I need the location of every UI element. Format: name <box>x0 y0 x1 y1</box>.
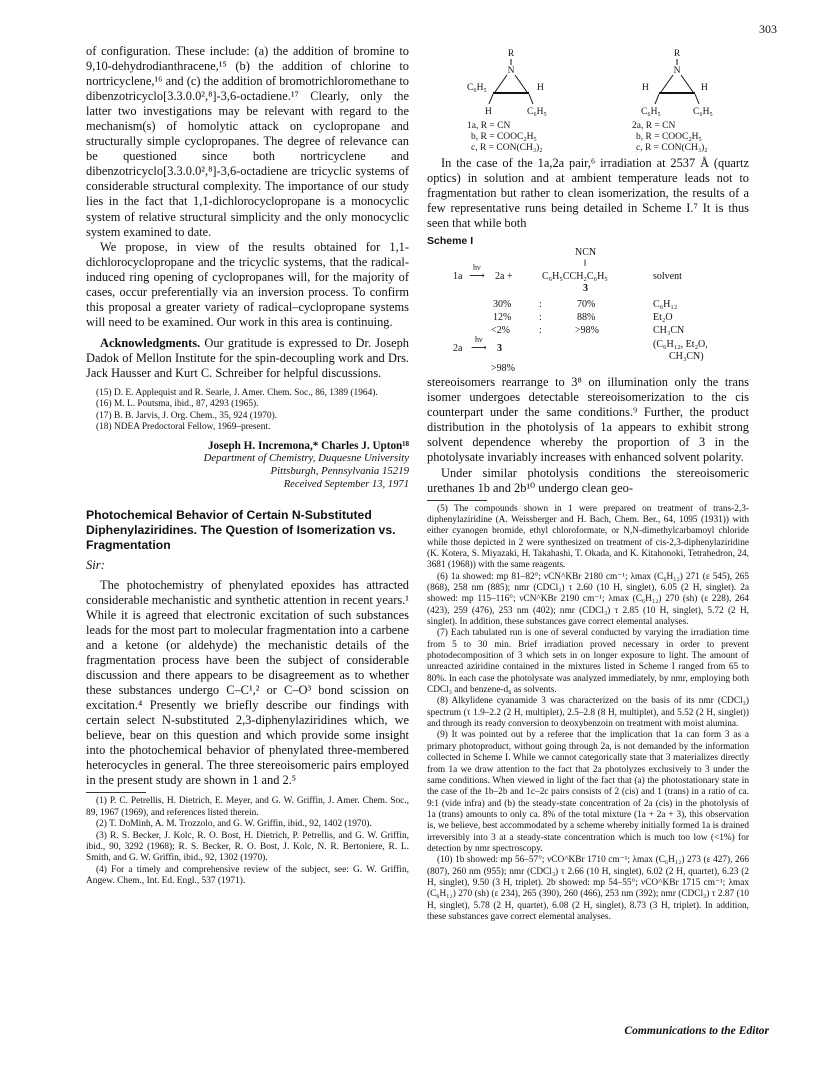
double-bond-mark: ‖ <box>584 258 587 269</box>
scheme-product: C₆H₅CCH₂C₆H₅ <box>542 271 608 283</box>
article-title: Photochemical Behavior of Certain N-Substituted Diphenylaziridines. The Question of Isomerization vs. Fragmentation <box>86 507 396 552</box>
hv-label: hν <box>475 335 483 345</box>
footnote-rule <box>427 500 487 501</box>
reaction-arrow-icon: ⟶ <box>469 270 485 283</box>
footnote: (8) Alkylidene cyanamide 3 was characterized on the basis of its nmr (CDCl₃) spectrum (τ 1.9–2.2 (2 H, multiplet), 2.5–2.8 (8 H, multiplet), and 5.52 (2 H, singlet)) and through its ready conversion to deoxybenzoin on treatment with moist alumina. <box>427 696 749 730</box>
paragraph: The photochemistry of phenylated epoxides has attracted considerable mechanistic and synthetic attention in recent years.¹ While it is agreed that electronic excitation of such substances leads for the most part to molecular fragmentation into a carbene and a ketone (or aldehyde) the mechanistic details of the fragmentation process have been the subject of considerable discussion and there appears to be disagreement as to whether these substances undergo C–C¹,² or C–O³ bond scission on excitation.⁴ Presently we briefly describe our findings with certain select N-substituted 2,3-diphenylaziridines which, we believe, bear on this question and which provide some insight into the photochemical behavior of phenylated three-membered heterocycles in general. The three stereoisomeric pairs employed in the present study are shown in 1 and 2.⁵ <box>86 577 409 788</box>
received-date: Received September 13, 1971 <box>283 478 409 490</box>
ratio-colon: : <box>539 325 542 337</box>
yield-3: >98% <box>575 325 599 337</box>
paragraph: Under similar photolysis conditions the stereoisomeric urethanes 1b and 2b¹⁰ undergo clean geo- <box>427 465 749 495</box>
struct2-ur: H <box>701 83 708 93</box>
acknowledgments <box>86 336 409 381</box>
solvent: CH₃CN) <box>669 351 704 363</box>
yield-2a: <2% <box>491 325 510 337</box>
struct2-r: R <box>673 49 681 59</box>
struct1-ul: C₆H₅ <box>467 83 487 93</box>
affiliation-line: Department of Chemistry, Duquesne University <box>203 451 409 464</box>
struct1-ur: H <box>537 83 544 93</box>
solvent: CH₃CN <box>653 325 685 337</box>
footnote: (6) 1a showed: mp 81–82°; νCN^KBr 2180 cm⁻¹; λmax (C₆H₁₂) 271 (ε 545), 265 (868), 258 nm (885); nmr (CDCl₃) τ 2.60 (10 H, singlet), 6.05 (2 H, singlet). 2a showed: mp 115–116°; νCN^KBr 2190 cm⁻¹; λmax (C₆H₁₂) 270 (sh) (ε 228), 264 (423), 259 (476), 253 nm (402); nmr (CDCl₃) τ 2.85 (10 H, singlet), 5.72 (2 H, singlet). In addition, these substances gave correct elemental analyses. <box>427 571 749 628</box>
solvent: (C₆H₁₂, Et₂O, <box>653 339 708 351</box>
footnote: (7) Each tabulated run is one of several conducted by varying the irradiation time from 5 to 30 min. Brief irradiation proved necessary in order to prevent photodecomposition of 3 which sets in on longer exposure to light. The amount of unreacted aziridine contained in the mixtures listed in Scheme I ranged from 65 to 80%. In each case the photolysate was analyzed immediately, by nmr, employing both CDCl₃ and benzene-d₆ as solvents. <box>427 628 749 696</box>
paragraph: of configuration. These include: (a) the addition of bromine to 9,10-dehydrodianthracene,¹⁵ (b) the addition of chlorine to nortricyclene,¹⁶ and (c) the addition of bromotrichloromethane to dibenzotricyclo[3.3.0.0²,⁸]-3,6-octadiene.¹⁷ Clearly, only the latter two investigations may be relevant with regard to the mechanism(s) of homolytic attack on cyclopropane and structurally simple cyclopropanes. The degree of relevance can be questioned since both nortricyclene and dibenzotricyclo[3.3.0.0²,⁸]-3,6-octadiene are tricyclic systems of considerable structural complexity. The importance of our study lies in the fact that 1,1-dichlorocyclopropane is a monocyclic system of relative structural simplicity and the only monocyclic system examined to date. <box>86 44 409 239</box>
footnotes <box>427 504 749 924</box>
scheme-reactant: 2a <box>453 343 463 355</box>
paragraph: stereoisomers rearrange to 3⁸ on illumination only the trans isomer undergoes detectable stereoisomerization to the cis counterpart under the same conditions.⁹ Further, the product distribution in the photolysis of 1a appears to exhibit strong solvent dependence whereby the proportion of 3 in the photolysate invariably increases with enhanced solvent polarity. <box>427 375 749 465</box>
scheme-label: Scheme I <box>427 235 474 248</box>
solvent: C₆H₁₂ <box>653 299 678 311</box>
scheme-product-number: 3 <box>583 283 588 295</box>
struct2-label: b, R = COOC₂H₅ <box>636 132 702 142</box>
right-column <box>427 48 749 923</box>
footnote: (10) 1b showed: mp 56–57°; νCO^KBr 1710 cm⁻¹; λmax (C₆H₁₂) 273 (ε 427), 266 (807), 260 nm (955); nmr (CDCl₃) τ 2.66 (10 H, singlet), 6.02 (2 H, quartet), 6.23 (2 H, singlet), 9.50 (3 H, triplet). 2b showed: mp 54–55°; νCO^KBr 1715 cm⁻¹; λmax (C₆H₁₂) 270 (sh) (ε 234), 265 (390), 260 (466), 253 nm (392); nmr (CDCl₃) τ 2.87 (10 H, singlet), 5.78 (2 H, quartet), 6.08 (2 H, singlet), 8.73 (3 H, triplet). In addition, these substances gave correct elemental analyses. <box>427 855 749 922</box>
yield-3: 70% <box>577 299 596 311</box>
reference: (3) R. S. Becker, J. Kolc, R. O. Bost, H. Dietrich, P. Petrellis, and G. W. Griffin, ibid., 90, 3292 (1968); R. S. Becker, R. O. Bost, J. Kolc, N. R. Bertoniere, R. L. Smith, and G. W. Griffin, ibid., 92, 1302 (1970). <box>86 830 409 864</box>
yield-3: >98% <box>491 363 515 375</box>
scheme-product-number: 3 <box>497 343 502 355</box>
salutation: Sir: <box>86 557 105 572</box>
authors: Joseph H. Incremona,* Charles J. Upton¹⁸ <box>207 439 409 452</box>
reference: (16) M. L. Poutsma, ibid., 87, 4293 (1965). <box>96 399 259 410</box>
paragraph: We propose, in view of the results obtained for 1,1-dichlorocyclopropane and the tricyclic systems, that the radical-induced ring opening of cyclopropanes will, for the majority of cases, occur preferentially via an inversion process. To confirm this proposal a greater variety of radical–cyclopropane systems will need to be examined. Our work in this area is continuing. <box>86 239 409 329</box>
reference: (1) P. C. Petrellis, H. Dietrich, E. Meyer, and G. W. Griffin, J. Amer. Chem. Soc., 89, 1967 (1969), and references listed therein. <box>86 796 409 818</box>
struct1-lr: C₆H₅ <box>527 107 547 117</box>
struct2-label: 2a, R = CN <box>632 121 676 131</box>
struct1-label: c, R = CON(CH₃)₂ <box>471 143 543 152</box>
struct2-label: c, R = CON(CH₃)₂ <box>636 143 708 152</box>
page-number: 303 <box>759 22 777 36</box>
solvent: Et₂O <box>653 312 673 324</box>
ack-text: Our gratitude is expressed to Dr. Joseph Dadok of Mellon Institute for the spin-decoupling work and Drs. Jack Hausser and Kurt C. Schreiber for helpful discussions. <box>86 335 409 380</box>
paragraph: In the case of the 1a,2a pair,⁶ irradiation at 2537 Å (quartz optics) in solution and at ambient temperature leads not to fragmentation but rather to clean isomerization, the results of a few representative runs being detailed in Scheme I.⁷ It is thus seen that while both <box>427 156 749 231</box>
struct1-n: N <box>507 66 515 76</box>
struct2-ul: H <box>642 83 649 93</box>
struct2-lr: C₆H₅ <box>693 107 713 117</box>
running-footer: Communications to the Editor <box>624 1024 769 1037</box>
hv-label: hν <box>473 263 481 273</box>
affiliation-line: Pittsburgh, Pennsylvania 15219 <box>270 464 409 477</box>
references-2 <box>86 796 409 887</box>
scheme-reactant: 1a <box>453 271 463 283</box>
struct1-label: b, R = COOC₂H₅ <box>471 132 537 142</box>
reference: (4) For a timely and comprehensive review of the subject, see: G. W. Griffin, Angew. Chem., Int. Ed. Engl., 537 (1971). <box>86 864 409 887</box>
structure-figure <box>427 48 749 152</box>
reference: (2) T. DoMinh, A. M. Trozzolo, and G. W. Griffin, ibid., 92, 1402 (1970). <box>96 819 372 830</box>
scheme-product-2a: 2a + <box>495 271 513 283</box>
struct1-r: R <box>507 49 515 59</box>
reference: (17) B. B. Jarvis, J. Org. Chem., 35, 924 (1970). <box>96 410 278 421</box>
struct1-ll: H <box>485 107 492 117</box>
ratio-colon: : <box>539 312 542 324</box>
yield-2a: 30% <box>493 299 512 311</box>
footnote: (5) The compounds shown in 1 were prepared on treatment of trans-2,3-diphenylaziridine (A. Weissberger and H. Bach, Chem. Ber., 64, 1095 (1931)) with either cyanogen bromide, ethyl chloroformate, or N,N-dimethylcarbamoyl chloride while those depicted in 2 were synthesized on treatment of cis-2,3-diphenylaziridine (K. Kotera, S. Miyazaki, H. Takahashi, T. Okada, and K. Kitahonoki, Tetrahedron, 24, 3681 (1968)) with the same reagents. <box>427 503 749 571</box>
struct2-n: N <box>673 66 681 76</box>
struct1-label: 1a, R = CN <box>467 121 511 131</box>
ack-heading: Acknowledgments. <box>100 335 201 350</box>
references-1 <box>86 388 409 434</box>
footnote: (9) It was pointed out by a referee that the implication that 1a can form 3 as a primary photoproduct, without going through 2a, is not demanded by the information collected in Scheme I. While we cannot categorically state that 3 materializes directly from 1a we draw attention to the fact that 2a photolyzes exclusively to 3 under the same conditions. When viewed in light of the fact that (a) the photostationary state in the case of the 1b–2b and 1c–2c pairs consists of 2 (cis) and 1 (trans) in a ratio of ca. 9:1 (vide infra) and (b) the steady-state concentration of 2a (cis) in the photolysis of 1a (trans) amounts to only ca. 8% of the total mixture (1a + 2a + 3), this observation is, we believe, best accommodated by a scheme whereby initially formed 1a is drained irreversibly into 3 at a steady-state concentration which is much too low (<1%) for detection by nmr spectroscopy. <box>427 730 749 854</box>
reference: (15) D. E. Applequist and R. Searle, J. Amer. Chem. Soc., 86, 1389 (1964). <box>96 388 378 399</box>
footnote-rule <box>86 792 146 793</box>
scheme-1 <box>427 247 749 389</box>
ratio-colon: : <box>539 299 542 311</box>
yield-2a: 12% <box>493 312 512 324</box>
left-column <box>86 44 409 888</box>
aziridine-structures <box>427 48 749 152</box>
reaction-arrow-icon: ⟶ <box>471 342 487 355</box>
struct2-ll: C₆H₅ <box>641 107 661 117</box>
solvent-header: solvent <box>653 271 682 283</box>
reference: (18) NDEA Predoctoral Fellow, 1969–present. <box>96 422 271 433</box>
scheme-ncn: NCN <box>575 247 597 259</box>
yield-3: 88% <box>577 312 596 324</box>
